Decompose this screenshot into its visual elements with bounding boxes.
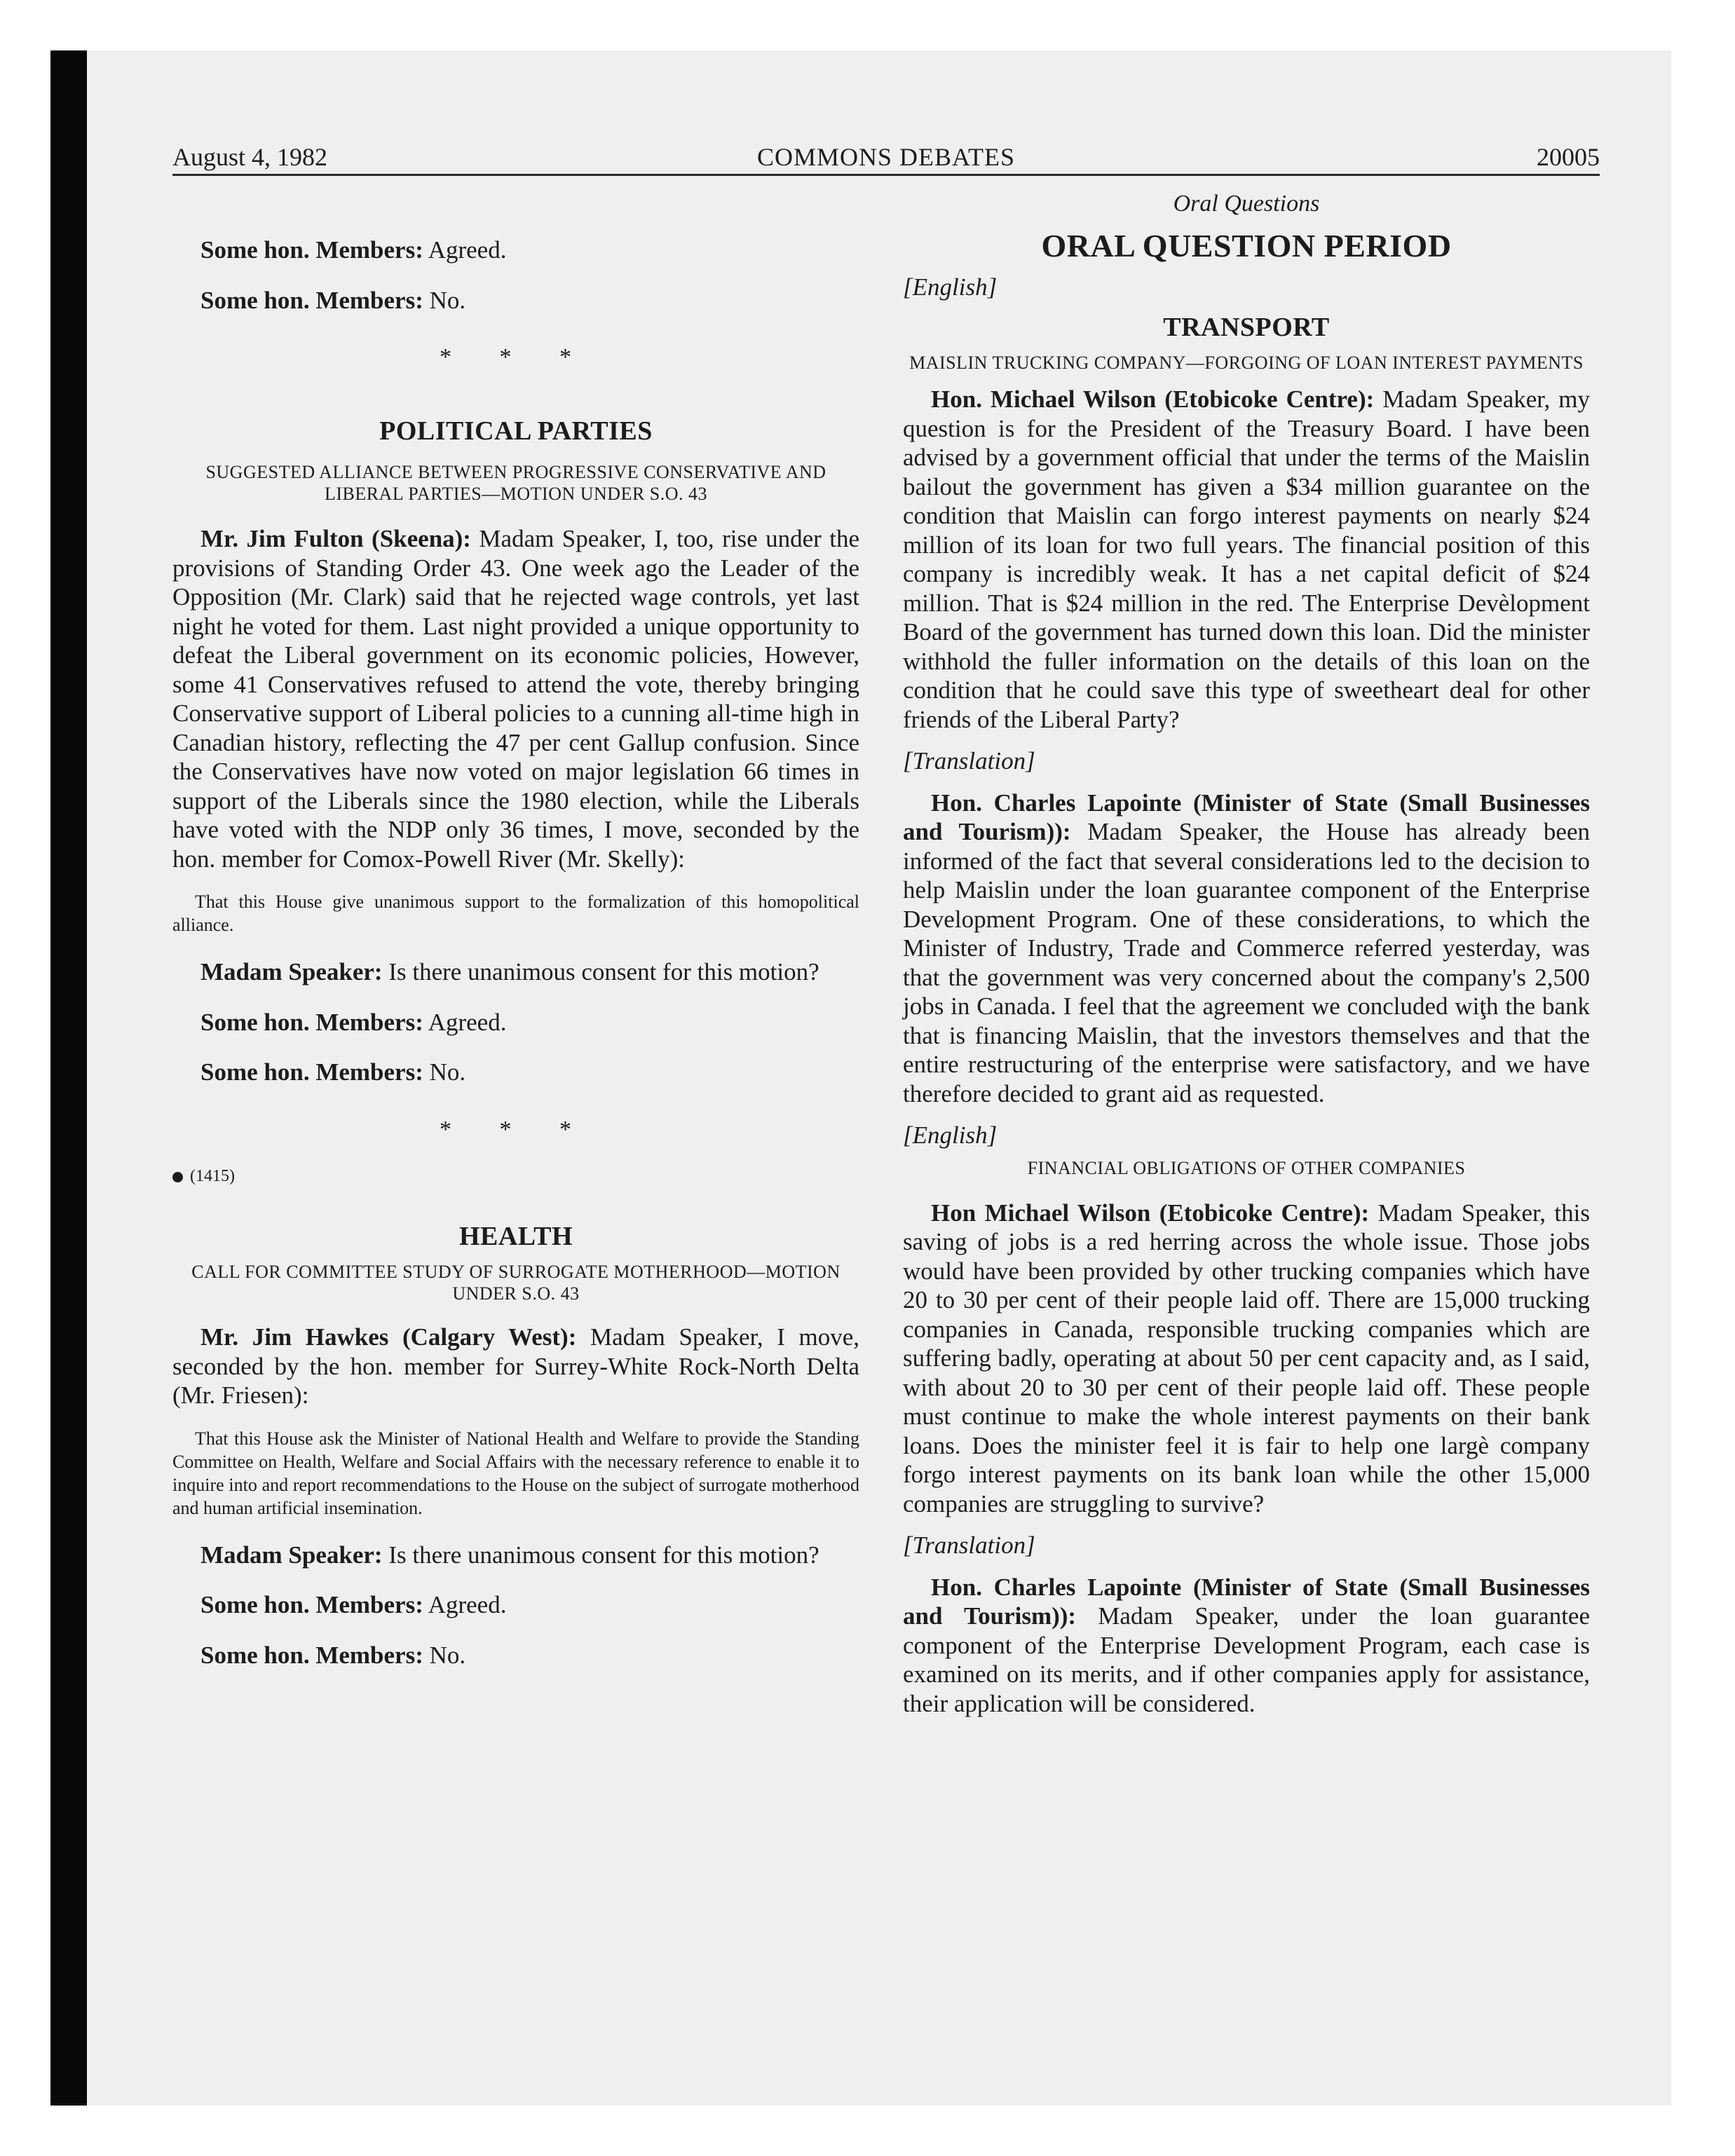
interjection: [172, 1008, 859, 1037]
left-column: [172, 189, 859, 1670]
page-number: 20005: [1537, 143, 1600, 171]
interjection: [172, 236, 859, 265]
section-heading: POLITICAL PARTIES: [379, 416, 653, 446]
section-heading: TRANSPORT: [1163, 312, 1330, 342]
language-marker: [Translation]: [903, 1531, 1035, 1559]
header-date: August 4, 1982: [172, 143, 328, 171]
interjection: [172, 286, 859, 315]
section-subheading: SUGGESTED ALLIANCE BETWEEN PROGRESSIVE CONSERVATIVE AND LIBERAL PARTIES—MOTION UNDER S.O. 43: [205, 462, 826, 504]
speaker-name: Hon. Charles Lapointe (Minister of State (Small Businesses and Tourism)):: [903, 789, 1590, 845]
header-title: COMMONS DEBATES: [756, 143, 1016, 171]
section-separator: * * *: [440, 1116, 592, 1142]
speech-text: Is there unanimous consent for this motion?: [388, 1541, 819, 1569]
section-separator: * * *: [440, 344, 592, 370]
speech-paragraph: [172, 524, 859, 873]
scan-binding-edge: [50, 50, 87, 2106]
speech-text: Madam Speaker, my question is for the President of the Treasury Board. I have been advised by a government official that under the terms of the Maislin bailout the government has given a $34 million guarantee on the condition that Maislin can forgo interest payments on nearly $24 million of its loan for two full years. The financial position of this company is incredibly weak. It has a net capital deficit of $24 million. That is $24 million in the red. The Enterprise Devèlopment Board of the government has turned down this loan. Did the minister withhold the fuller information on the details of this loan on the condition that he could save this type of sweetheart deal for other friends of the Liberal Party?: [903, 386, 1590, 733]
speech-text: No.: [429, 1641, 466, 1669]
speaker-name: Madam Speaker:: [200, 1541, 383, 1569]
speech-text: Madam Speaker, this saving of jobs is a red herring across the whole issue. Those jobs would have been provided by other trucking companies which have 20 to 30 per cent of their people laid off. There are 15,000 trucking companies in Canada, responsible trucking companies which are suffering badly, operating at about 50 per cent capacity and, as I said, with about 20 to 30 per cent of their people laid off. These people must continue to make the whole interest payments on their bank loans. Does the minister feel it is fair to help one largè company forgo interest payments on its bank loan while the other 15,000 companies are struggling to survive?: [903, 1199, 1590, 1517]
section-subheading: CALL FOR COMMITTEE STUDY OF SURROGATE MOTHERHOOD—MOTION UNDER S.O. 43: [191, 1262, 841, 1304]
speaker-name: Some hon. Members:: [200, 1641, 423, 1669]
speech-paragraph: [903, 1199, 1590, 1519]
time-marker-text: (1415): [190, 1167, 235, 1185]
speech-paragraph: [172, 1541, 859, 1570]
speech-text: Madam Speaker, under the loan guarantee component of the Enterprise Development Program, each case is examined on its merits, and if other companies apply for assistance, their application will be considered.: [903, 1602, 1590, 1717]
speech-paragraph: [172, 957, 859, 987]
motion-text: That this House give unanimous support to the formalization of this homopolitical alliance.: [172, 892, 859, 935]
speaker-name: Some hon. Members:: [200, 236, 423, 264]
speaker-name: Hon. Charles Lapointe (Minister of State (Small Businesses and Tourism)):: [903, 1573, 1590, 1630]
interjection: [172, 1590, 859, 1620]
language-marker: [English]: [903, 1121, 998, 1149]
speech-paragraph: [903, 385, 1590, 734]
speaker-name: Hon. Michael Wilson (Etobicoke Centre):: [931, 386, 1375, 413]
speaker-name: Mr. Jim Hawkes (Calgary West):: [200, 1323, 577, 1351]
running-section-title: Oral Questions: [1173, 191, 1320, 217]
speech-paragraph: [903, 789, 1590, 1109]
speech-text: Agreed.: [428, 236, 507, 264]
language-marker: [Translation]: [903, 747, 1035, 775]
speech-paragraph: [903, 1573, 1590, 1719]
speech-text: Agreed.: [428, 1591, 507, 1618]
speech-text: Madam Speaker, the House has already been informed of the fact that several considerations led to the decision to help Maislin under the loan guarantee component of the Enterprise Development Program. One of these considerations, to which the Minister of Industry, Trade and Commerce referred yesterday, was that the government was very concerned about the company's 2,500 jobs in Canada. I feel that the agreement we concluded wiţh the bank that is financing Maislin, that the investors themselves and that the entire restructuring of the enterprise were satisfactory, and we have therefore decided to grant aid as requested.: [903, 818, 1590, 1107]
speech-text: Madam Speaker, I move, seconded by the hon. member for Surrey-White Rock-North Delta (Mr. Friesen):: [172, 1323, 860, 1409]
language-marker: [English]: [903, 273, 998, 301]
time-marker: [172, 1162, 859, 1192]
speech-paragraph: [172, 1323, 859, 1410]
section-heading: HEALTH: [458, 1221, 573, 1251]
section-subheading: MAISLIN TRUCKING COMPANY—FORGOING OF LOAN INTEREST PAYMENTS: [909, 353, 1584, 373]
speaker-name: Some hon. Members:: [200, 1591, 423, 1618]
main-heading: ORAL QUESTION PERIOD: [1041, 227, 1452, 264]
speaker-name: Hon Michael Wilson (Etobicoke Centre):: [931, 1199, 1370, 1227]
speaker-name: Mr. Jim Fulton (Skeena):: [200, 525, 471, 552]
speaker-name: Madam Speaker:: [200, 958, 383, 985]
right-column: [903, 189, 1590, 1718]
section-subheading: FINANCIAL OBLIGATIONS OF OTHER COMPANIES: [1027, 1157, 1466, 1178]
speech-text: Madam Speaker, I, too, rise under the provisions of Standing Order 43. One week ago the Leader of the Opposition (Mr. Clark) said that he rejected wage controls, yet last night he voted for them. Last night provided a unique opportunity to defeat the Liberal government on its economic policies, However, some 41 Conservatives refused to attend the vote, thereby bringing Conservative support of Liberal policies to a cunning all-time high in Canadian history, reflecting the 47 per cent Gallup confusion. Since the Conservatives have now voted on major legislation 66 times in support of the Liberals since the 1980 election, while the Liberals have voted with the NDP only 36 times, I move, seconded by the hon. member for Comox-Powell River (Mr. Skelly):: [172, 525, 859, 873]
motion-text: That this House ask the Minister of National Health and Welfare to provide the Standing Committee on Health, Welfare and Social Affairs with the necessary reference to enable it to inquire into and report recommendations to the House on the subject of surrogate motherhood and human artificial insemination.: [172, 1428, 859, 1518]
interjection: [172, 1641, 859, 1670]
interjection: [172, 1058, 859, 1087]
speaker-name: Some hon. Members:: [200, 1058, 423, 1086]
speech-text: Is there unanimous consent for this motion?: [388, 958, 819, 985]
speaker-name: Some hon. Members:: [200, 286, 423, 314]
running-header: [172, 137, 1600, 176]
speaker-name: Some hon. Members:: [200, 1008, 423, 1036]
bullet-icon: [172, 1172, 183, 1182]
speech-text: No.: [429, 286, 466, 314]
speech-text: Agreed.: [428, 1008, 507, 1036]
speech-text: No.: [429, 1058, 466, 1086]
